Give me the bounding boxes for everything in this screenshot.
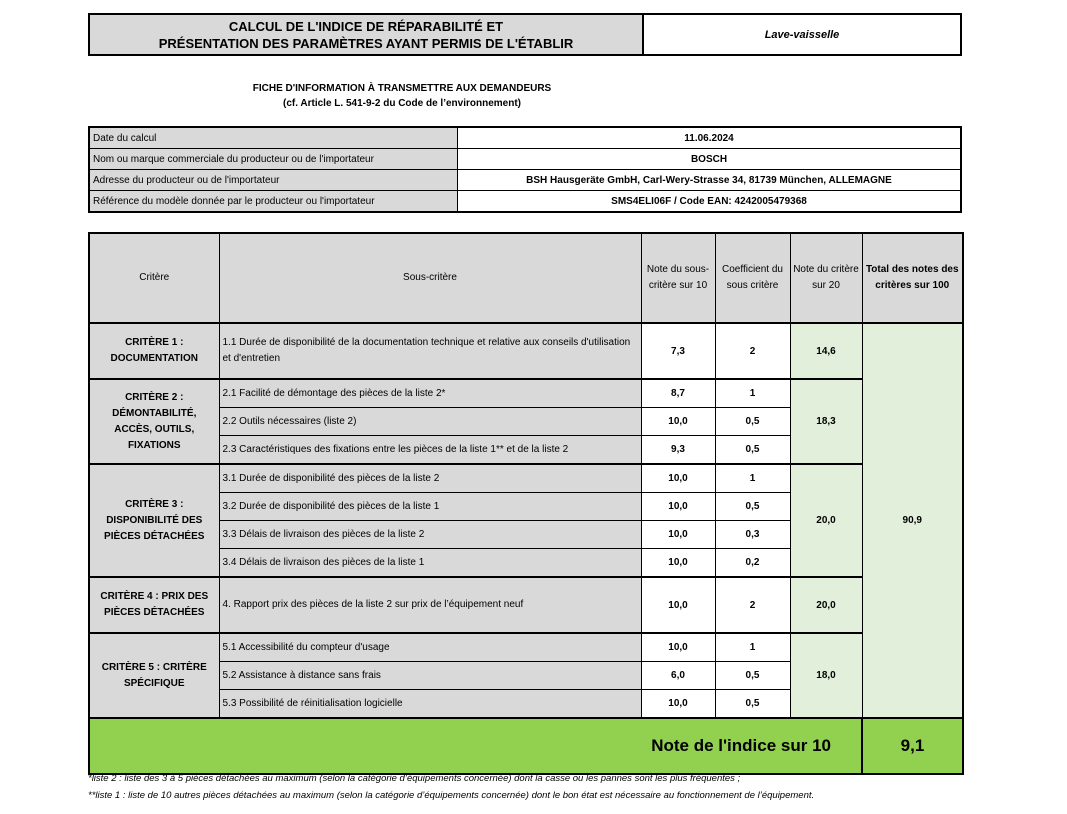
info-value: BSH Hausgeräte GmbH, Carl-Wery-Strasse 34, 81739 München, ALLEMAGNE (458, 170, 962, 191)
product-type: Lave-vaisselle (764, 28, 840, 41)
criterion-name: CRITÈRE 4 : PRIX DES PIÈCES DÉTACHÉES (89, 577, 219, 633)
subcriterion-coefficient: 0,5 (715, 662, 790, 690)
subcriterion-coefficient: 0,5 (715, 408, 790, 436)
info-row (89, 149, 961, 170)
info-table (88, 126, 962, 213)
subcriterion-coefficient: 2 (715, 577, 790, 633)
total-score-100: 90,9 (862, 323, 963, 718)
final-index-value: 9,1 (862, 718, 963, 774)
info-row (89, 170, 961, 191)
subcriterion-coefficient: 1 (715, 633, 790, 662)
subcriterion-coefficient: 2 (715, 323, 790, 379)
subcriterion-coefficient: 0,5 (715, 436, 790, 465)
subcriterion-coefficient: 1 (715, 379, 790, 408)
subheading-line-2: (cf. Article L. 541-9-2 du Code de l’environnement) (282, 98, 521, 109)
table-row (89, 464, 963, 493)
table-row (89, 633, 963, 662)
subcriterion-label: 5.2 Assistance à distance sans frais (219, 662, 641, 690)
info-label: Référence du modèle donnée par le producteur ou l'importateur (89, 191, 458, 213)
header-critere: Critère (89, 233, 219, 323)
title-line-2: PRÉSENTATION DES PARAMÈTRES AYANT PERMIS DE L'ÉTABLIR (158, 35, 574, 51)
subcriterion-coefficient: 0,3 (715, 521, 790, 549)
criterion-name: CRITÈRE 2 : DÉMONTABILITÉ, ACCÈS, OUTILS, FIXATIONS (89, 379, 219, 464)
subcriterion-note: 10,0 (641, 549, 715, 578)
criterion-note-20: 18,3 (790, 379, 862, 464)
final-index-label: Note de l'indice sur 10 (89, 718, 862, 774)
subcriterion-note: 10,0 (641, 577, 715, 633)
header-note-sous-critere: Note du sous-critère sur 10 (641, 233, 715, 323)
subcriterion-note: 9,3 (641, 436, 715, 465)
subcriterion-note: 10,0 (641, 633, 715, 662)
info-row (89, 191, 961, 213)
criterion-note-20: 14,6 (790, 323, 862, 379)
info-value: SMS4ELI06F / Code EAN: 4242005479368 (458, 191, 962, 213)
document-title (90, 15, 644, 54)
header-sous-critere: Sous-critère (219, 233, 641, 323)
table-row (89, 379, 963, 408)
criterion-note-20: 20,0 (790, 577, 862, 633)
subheading (200, 81, 604, 111)
subcriterion-note: 10,0 (641, 690, 715, 719)
criterion-name: CRITÈRE 3 : DISPONIBILITÉ DES PIÈCES DÉTACHÉES (89, 464, 219, 577)
subcriterion-coefficient: 0,5 (715, 493, 790, 521)
criterion-name: CRITÈRE 1 : DOCUMENTATION (89, 323, 219, 379)
header-note-critere: Note du critère sur 20 (790, 233, 862, 323)
table-row (89, 323, 963, 379)
subcriterion-label: 4. Rapport prix des pièces de la liste 2 sur prix de l’équipement neuf (219, 577, 641, 633)
score-table (88, 232, 964, 775)
info-value: 11.06.2024 (458, 127, 962, 149)
subcriterion-label: 5.1 Accessibilité du compteur d'usage (219, 633, 641, 662)
subheading-line-1: FICHE D'INFORMATION À TRANSMETTRE AUX DEMANDEURS (252, 83, 552, 94)
info-label: Nom ou marque commerciale du producteur ou de l'importateur (89, 149, 458, 170)
subcriterion-note: 10,0 (641, 408, 715, 436)
criterion-note-20: 18,0 (790, 633, 862, 718)
info-row (89, 127, 961, 149)
footnote-liste-2: *liste 2 : liste des 3 à 5 pièces détachées au maximum (selon la catégorie d’équipements concernée) dont la casse ou les pannes sont les plus fréquentes ; (88, 773, 741, 784)
subcriterion-note: 7,3 (641, 323, 715, 379)
subcriterion-coefficient: 0,5 (715, 690, 790, 719)
subcriterion-label: 2.2 Outils nécessaires (liste 2) (219, 408, 641, 436)
subcriterion-note: 10,0 (641, 464, 715, 493)
info-value: BOSCH (458, 149, 962, 170)
subcriterion-label: 3.4 Délais de livraison des pièces de la liste 1 (219, 549, 641, 578)
header-total: Total des notes des critères sur 100 (862, 233, 963, 323)
subcriterion-label: 2.3 Caractéristiques des fixations entre les pièces de la liste 1** et de la liste 2 (219, 436, 641, 465)
subcriterion-note: 6,0 (641, 662, 715, 690)
final-row (89, 718, 963, 774)
info-label: Date du calcul (89, 127, 458, 149)
footnote-liste-1: **liste 1 : liste de 10 autres pièces détachées au maximum (selon la catégorie d’équipements concernée) dont le bon état est nécessaire au fonctionnement de l’équipement. (88, 790, 815, 801)
table-header-row (89, 233, 963, 323)
subcriterion-note: 8,7 (641, 379, 715, 408)
info-label: Adresse du producteur ou de l'importateur (89, 170, 458, 191)
subcriterion-note: 10,0 (641, 521, 715, 549)
title-line-1: CALCUL DE L'INDICE DE RÉPARABILITÉ ET (228, 18, 504, 34)
subcriterion-label: 3.3 Délais de livraison des pièces de la liste 2 (219, 521, 641, 549)
subcriterion-label: 3.2 Durée de disponibilité des pièces de la liste 1 (219, 493, 641, 521)
criterion-name: CRITÈRE 5 : CRITÈRE SPÉCIFIQUE (89, 633, 219, 718)
subcriterion-label: 5.3 Possibilité de réinitialisation logicielle (219, 690, 641, 719)
criterion-note-20: 20,0 (790, 464, 862, 577)
subcriterion-coefficient: 1 (715, 464, 790, 493)
header-box (88, 13, 962, 56)
subcriterion-note: 10,0 (641, 493, 715, 521)
header-coefficient: Coefficient du sous critère (715, 233, 790, 323)
subcriterion-label: 2.1 Facilité de démontage des pièces de la liste 2* (219, 379, 641, 408)
subcriterion-label: 1.1 Durée de disponibilité de la documentation technique et relative aux conseils d'utilisation et d'entretien (219, 323, 641, 379)
footnotes (88, 770, 988, 804)
table-row (89, 577, 963, 633)
subcriterion-label: 3.1 Durée de disponibilité des pièces de la liste 2 (219, 464, 641, 493)
subcriterion-coefficient: 0,2 (715, 549, 790, 578)
